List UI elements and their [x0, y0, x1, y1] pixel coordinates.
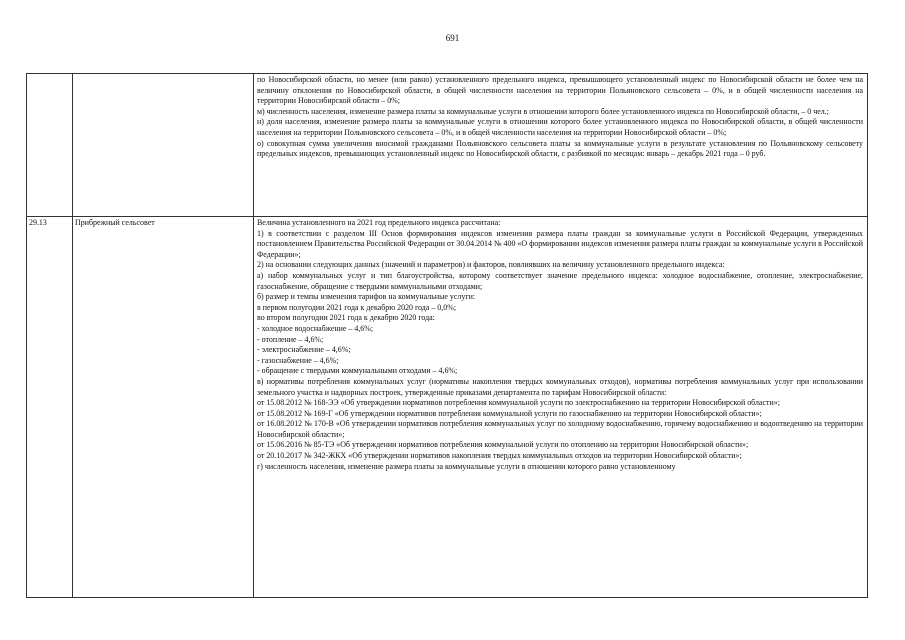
paragraph: о) совокупная сумма увеличения вносимой гражданами Польяновского сельсовета платы за коммунальные услуги в результате установления по Польяновскому сельсовету предельных индексов, превышающих установленный индекс по Новосибирской области, с разбивкой по месяцам: январь – декабрь 2021 года – 0 руб. — [257, 138, 863, 159]
page-number: 691 — [445, 33, 460, 43]
municipality-name — [73, 74, 253, 75]
paragraph: н) доля населения, изменение размера платы за коммунальные услуги в отношении которого более установленного индекса по Новосибирской области, в общей численности населения на территории Польяновского сельсовета – 0%, и в общей численности населения на территории Новосибирской области – 0%; — [257, 117, 863, 137]
paragraph: - обращение с твердыми коммунальными отходами – 4,6%; — [257, 366, 458, 376]
paragraph: по Новосибирской области, но менее (или равно) установленного предельного индекса, превышающего установленный индекс по Новосибирской области не более чем на величину отклонения по Новосибирской области, в общей численности населения на территории Польяновского сельсовета – 0%, и в общей численности населения на территории Новосибирской области – 0%; — [257, 75, 863, 106]
paragraph: а) набор коммунальных услуг и тип благоустройства, которому соответствует значение предельного индекса: холодное водоснабжение, отопление, электроснабжение, газоснабжение, обращение с твердыми коммунальными отходами; — [257, 270, 863, 291]
municipality-name: Прибрежный сельсовет — [75, 218, 155, 227]
paragraph: от 15.08.2012 № 169-Г «Об утверждении нормативов потребления коммунальной услуги по газоснабжению на территории Новосибирской области»; — [257, 408, 762, 418]
paragraph: - электроснабжение – 4,6%; — [257, 345, 351, 355]
row-number: 29.13 — [29, 218, 47, 227]
paragraph: в первом полугодии 2021 года к декабрю 2020 года – 0,0%; — [257, 302, 457, 312]
row-number-cell — [27, 74, 73, 217]
paragraph: г) численность населения, изменение размера платы за коммунальные услуги в отношении которого равно установленному — [257, 461, 676, 471]
paragraph: - газоснабжение – 4,6%; — [257, 355, 339, 365]
paragraph: 1) в соответствии с разделом III Основ формирования индексов изменения размера платы граждан за коммунальные услуги в Российской Федерации, утвержденных постановлением Правительства Российской Федерации от 30.04.2014 № 400 «О формировании индексов изменения размера платы граждан за коммунальные услуги в Российской Федерации»; — [257, 228, 863, 259]
municipality-table — [26, 73, 868, 598]
description-text — [254, 74, 867, 161]
table-row-29-13 — [27, 217, 868, 598]
paragraph: от 20.10.2017 № 342-ЖКХ «Об утверждении нормативов накопления твердых коммунальных отходов на территории Новосибирской области»; — [257, 451, 742, 461]
paragraph: от 16.08.2012 № 170-В «Об утверждении нормативов потребления коммунальных услуг по холодному водоснабжению, горячему водоснабжению и водоотведению на территории Новосибирской области»; — [257, 419, 863, 439]
paragraph: от 15.06.2016 № 85-ТЭ «Об утверждении нормативов потребления коммунальной услуги по отоплению на территории Новосибирской области»; — [257, 440, 749, 450]
municipality-name-cell — [73, 217, 254, 598]
municipality-name-cell — [73, 74, 254, 217]
paragraph: - холодное водоснабжение – 4,6%; — [257, 323, 374, 333]
paragraph: в) нормативы потребления коммунальных услуг (нормативы накопления твердых коммунальных отходов), нормативы потребления коммунальных услуг при использовании земельного участка и надворных построек, утвержденные приказами департамента по тарифам Новосибирской области: — [257, 376, 863, 397]
row-number-cell — [27, 217, 73, 598]
paragraph: Величина установленного на 2021 год предельного индекса рассчитана: — [257, 218, 501, 227]
description-text — [254, 217, 867, 473]
description-cell — [254, 217, 868, 598]
paragraph: 2) на основании следующих данных (значений и параметров) и факторов, повлиявших на величину установленного предельного индекса: — [257, 260, 725, 270]
paragraph: во втором полугодии 2021 года к декабрю 2020 года: — [257, 313, 435, 323]
description-cell — [254, 74, 868, 217]
paragraph: б) размер и темпы изменения тарифов на коммунальные услуги: — [257, 292, 476, 302]
table-row-continued — [27, 74, 868, 217]
paragraph: м) численность населения, изменение размера платы за коммунальные услуги в отношении которого более установленного индекса по Новосибирской области, – 0 чел.; — [257, 106, 829, 116]
paragraph: - отопление – 4,6%; — [257, 334, 324, 344]
paragraph: от 15.08.2012 № 168-ЭЭ «Об утверждении нормативов потребления коммунальной услуги по электроснабжению на территории Новосибирской области»; — [257, 398, 780, 408]
row-number — [27, 74, 72, 75]
